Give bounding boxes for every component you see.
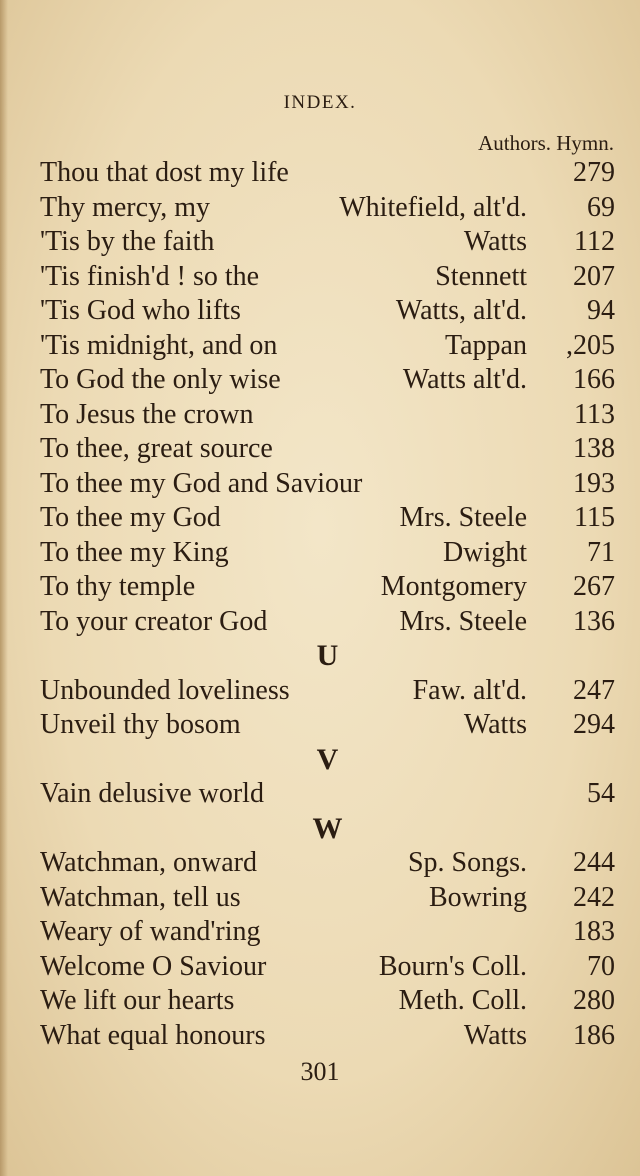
index-entry — [40, 225, 615, 260]
author: Watts — [463, 226, 527, 257]
first-line: To thee my God and Saviour — [40, 467, 363, 499]
index-entry — [40, 363, 615, 398]
hymn-number: 112 — [574, 226, 615, 257]
index-entry — [40, 915, 615, 950]
index-list — [40, 156, 615, 1053]
first-line: Weary of wand'ring — [40, 916, 261, 947]
index-entry — [40, 260, 615, 295]
index-entry — [40, 570, 615, 605]
hymn-number: ,205 — [566, 329, 615, 361]
hymn-number: 193 — [573, 467, 615, 499]
hymn-number: 267 — [573, 571, 615, 602]
first-line: 'Tis by the faith — [40, 226, 215, 257]
first-line: To thee my God — [40, 502, 221, 533]
section-letter-u: U — [316, 639, 339, 672]
hymn-number: 70 — [587, 950, 615, 982]
first-line: 'Tis God who lifts — [40, 295, 241, 326]
first-line: We lift our hearts — [40, 985, 235, 1016]
index-entry — [40, 950, 615, 985]
column-header: Authors. Hymn. — [478, 131, 614, 155]
first-line: To thee, great source — [40, 433, 273, 464]
author: Watts, alt'd. — [395, 295, 527, 326]
author: Watts alt'd. — [402, 364, 527, 395]
index-entry — [40, 191, 615, 226]
hymn-number: 69 — [587, 191, 615, 223]
author: Dwight — [443, 536, 527, 568]
index-entry — [40, 294, 615, 329]
hymn-number: 94 — [587, 295, 615, 326]
hymn-number: 242 — [573, 881, 615, 913]
hymn-number: 244 — [573, 847, 615, 878]
page-edge-shadow — [0, 0, 8, 1176]
hymn-number: 113 — [574, 398, 615, 430]
index-entry — [40, 156, 615, 191]
index-entry — [40, 605, 615, 640]
hymn-number: 71 — [587, 536, 615, 568]
index-entry — [40, 501, 615, 536]
first-line: Unveil thy bosom — [40, 709, 241, 740]
author: Whitefield, alt'd. — [339, 191, 527, 223]
author: Watts — [463, 709, 527, 740]
hymn-number: 280 — [573, 985, 615, 1016]
hymn-number: 136 — [573, 605, 615, 637]
first-line: Watchman, onward — [40, 847, 257, 878]
first-line: To Jesus the crown — [40, 398, 254, 430]
author: Bourn's Coll. — [378, 950, 527, 982]
page-number: 301 — [300, 1057, 340, 1086]
first-line: Vain delusive world — [40, 778, 264, 809]
index-entry — [40, 777, 615, 812]
first-line: 'Tis midnight, and on — [40, 329, 278, 361]
first-line: Unbounded loveliness — [40, 674, 290, 706]
index-entry — [40, 467, 615, 502]
author: Meth. Coll. — [398, 985, 527, 1016]
hymn-number: 54 — [587, 778, 615, 809]
first-line: Thy mercy, my — [40, 191, 211, 223]
author: Sp. Songs. — [407, 847, 527, 878]
author: Stennett — [435, 260, 527, 292]
hymn-number: 166 — [573, 364, 615, 395]
hymn-number: 115 — [574, 502, 615, 533]
first-line: To your creator God — [40, 605, 268, 637]
hymn-number: 186 — [573, 1019, 615, 1051]
hymn-number: 138 — [573, 433, 615, 464]
index-entry — [40, 398, 615, 433]
index-entry — [40, 881, 615, 916]
author: Faw. alt'd. — [412, 674, 527, 706]
first-line: To thee my King — [40, 536, 229, 568]
first-line: 'Tis finish'd ! so the — [40, 260, 260, 292]
index-entry — [40, 329, 615, 364]
first-line: To God the only wise — [40, 364, 281, 395]
section-letter-v: V — [316, 742, 339, 776]
author: Mrs. Steele — [399, 605, 527, 637]
index-entry — [40, 984, 615, 1019]
first-line: What equal honours — [40, 1019, 266, 1051]
author: Tappan — [444, 329, 527, 361]
first-line: Thou that dost my life — [40, 157, 289, 188]
author: Watts — [463, 1019, 527, 1051]
index-entry — [40, 536, 615, 571]
hymn-number: 247 — [573, 674, 615, 706]
hymn-number: 183 — [573, 916, 615, 947]
author: Bowring — [429, 881, 527, 913]
page-title: INDEX. — [283, 92, 357, 113]
first-line: Welcome O Saviour — [40, 950, 267, 982]
author: Mrs. Steele — [399, 502, 527, 533]
section-letter-w: W — [312, 811, 343, 845]
hymn-number: 207 — [573, 260, 615, 292]
author: Montgomery — [380, 571, 527, 602]
first-line: Watchman, tell us — [40, 881, 241, 913]
index-entry — [40, 708, 615, 743]
first-line: To thy temple — [40, 571, 196, 602]
hymn-number: 294 — [573, 709, 615, 740]
index-entry — [40, 846, 615, 881]
index-entry — [40, 1019, 615, 1054]
index-entry — [40, 674, 615, 709]
hymn-number: 279 — [573, 157, 615, 188]
index-entry — [40, 432, 615, 467]
